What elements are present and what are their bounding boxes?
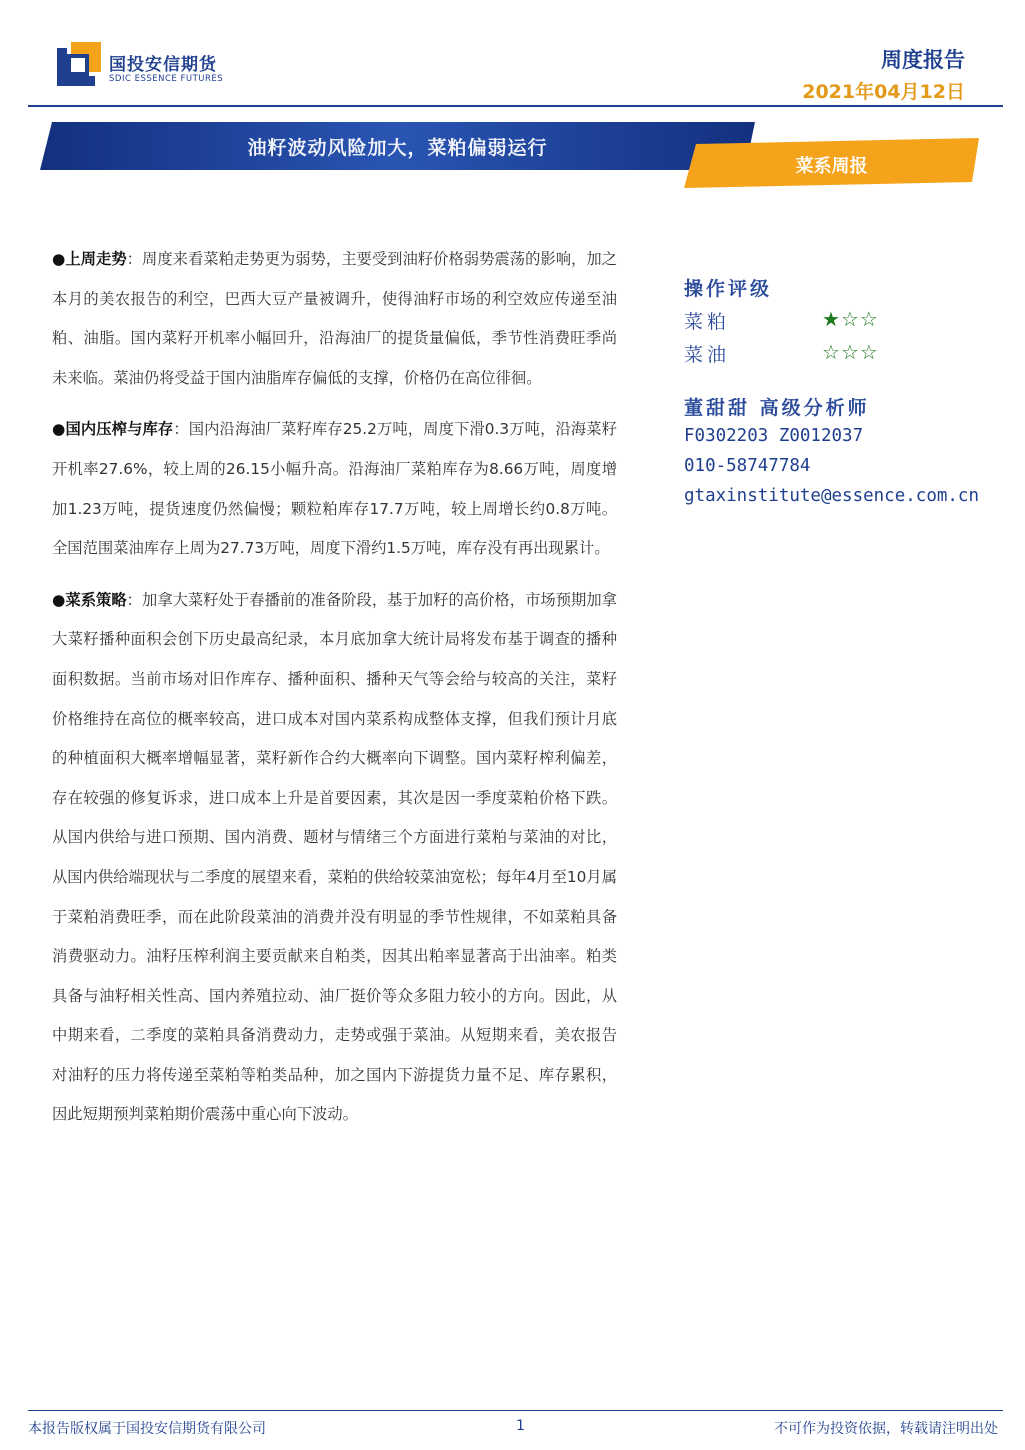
section-heading: ●菜系策略 [52, 590, 127, 609]
section-text: ：周度来看菜粕走势更为弱势，主要受到油籽价格弱势震荡的影响，加之本月的美农报告的利空，巴西大豆产量被调升，使得油籽市场的利空效应传递至油粕、油脂。国内菜籽开机率小幅回升，沿海油厂的提货量偏低，季节性消费旺季尚未来临。菜油仍将受益于国内油脂库存偏低的支撑，价格仍在高位徘徊。 [52, 250, 617, 387]
analyst-phone: 010-58747784 [684, 456, 811, 476]
company-logo-icon [57, 42, 101, 86]
title-banner [40, 122, 755, 170]
logo-chinese-name: 国投安信期货 [109, 55, 217, 75]
logo-english-name: SDIC ESSENCE FUTURES [109, 74, 224, 84]
section-banner-label: 菜系周报 [795, 156, 868, 177]
star-rating: ★☆☆ [822, 307, 879, 331]
footer-copyright: 本报告版权属于国投安信期货有限公司 [28, 1421, 266, 1437]
section-last-week [52, 240, 617, 398]
page-number: 1 [516, 1418, 525, 1434]
analyst-name: 董甜甜 高级分析师 [684, 397, 870, 419]
section-crush-inventory [52, 410, 617, 568]
rating-name: 菜粕 [684, 311, 731, 333]
report-type: 周度报告 [881, 48, 965, 72]
rating-name: 菜油 [684, 344, 731, 366]
section-heading: ●国内压榨与库存 [52, 420, 174, 439]
rating-row-rapeseed-oil [684, 340, 1014, 373]
section-text: ：加拿大菜籽处于春播前的准备阶段，基于加籽的高价格，市场预期加拿大菜籽播种面积会创下历史最高纪录，本月底加拿大统计局将发布基于调查的播种面积数据。当前市场对旧作库存、播种面积、播种天气等会给与较高的关注，菜籽价格维持在高位的概率较高，进口成本对国内菜系构成整体支撑，但我们预计月底的种植面积大概率增幅显著，菜籽新作合约大概率向下调整。国内菜籽榨利偏差，存在较强的修复诉求，进口成本上升是首要因素，其次是因一季度菜粕价格下跌。从国内供给与进口预期、国内消费、题材与情绪三个方面进行菜粕与菜油的对比，从国内供给端现状与二季度的展望来看，菜粕的供给较菜油宽松；每年4月至10月属于菜粕消费旺季，而在此阶段菜油的消费并没有明显的季节性规律，不如菜粕具备消费驱动力。油籽压榨利润主要贡献来自粕类，因其出粕率显著高于出油率。粕类具备与油籽相关性高、国内养殖拉动、油厂挺价等众多阻力较小的方向。因此，从中期来看，二季度的菜粕具备消费动力，走势或强于菜油。从短期来看，美农报告对油籽的压力将传递至菜粕等粕类品种，加之国内下游提货力量不足、库存累积，因此短期预判菜粕期价震荡中重心向下波动。 [52, 590, 617, 1124]
analyst-license: F0302203 Z0012037 [684, 426, 864, 446]
sidebar [684, 274, 1014, 506]
star-rating: ☆☆☆ [822, 340, 879, 364]
analyst-email[interactable]: gtaxinstitute@essence.com.cn [684, 486, 980, 506]
footer-divider [28, 1410, 1003, 1411]
section-strategy [52, 581, 617, 1135]
company-logo [57, 42, 247, 90]
section-text: ：国内沿海油厂菜籽库存25.2万吨，周度下滑0.3万吨，沿海菜籽开机率27.6%，较上周的26.15小幅升高。沿海油厂菜粕库存为8.66万吨，周度增加1.23万吨，提货速度仍然偏慢；颗粒粕库存17.7万吨，较上周增长约0.8万吨。全国范围菜油库存上周为27.73万吨，周度下滑约1.5万吨，库存没有再出现累计。 [52, 420, 617, 558]
report-body [52, 240, 617, 1147]
report-title: 油籽波动风险加大，菜粕偏弱运行 [247, 137, 548, 159]
report-date: 2021年04月12日 [802, 81, 965, 103]
section-heading: ●上周走势 [52, 250, 127, 268]
rating-title: 操作评级 [684, 278, 773, 300]
header-divider [28, 105, 1003, 107]
rating-row-rapeseed-meal [684, 307, 1014, 340]
footer-disclaimer: 不可作为投资依据，转载请注明出处 [774, 1421, 998, 1437]
section-banner [684, 138, 979, 188]
